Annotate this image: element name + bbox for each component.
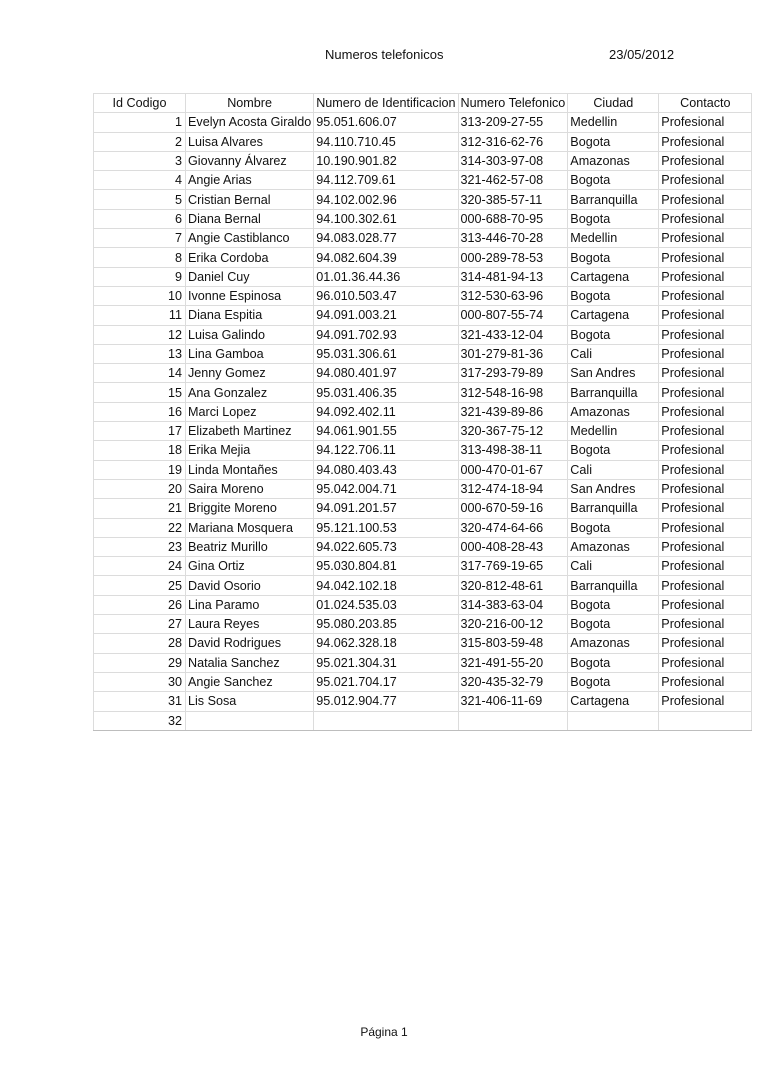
cell-ciudad: Cali (568, 344, 659, 363)
cell-contacto: Profesional (659, 692, 752, 711)
cell-id: 12 (94, 325, 186, 344)
cell-nombre: Laura Reyes (186, 615, 314, 634)
cell-nombre: Ana Gonzalez (186, 383, 314, 402)
header-contacto: Contacto (659, 94, 752, 113)
cell-ciudad: Medellin (568, 229, 659, 248)
table-row (94, 132, 752, 151)
table-row (94, 634, 752, 653)
cell-id: 26 (94, 595, 186, 614)
cell-ciudad: Barranquilla (568, 576, 659, 595)
cell-telefono: 320-385-57-11 (458, 190, 568, 209)
cell-ciudad: Bogota (568, 248, 659, 267)
header-numero-telefonico: Numero Telefonico (458, 94, 568, 113)
cell-telefono: 314-383-63-04 (458, 595, 568, 614)
cell-identificacion: 94.091.201.57 (314, 499, 458, 518)
cell-identificacion: 95.080.203.85 (314, 615, 458, 634)
cell-ciudad: Bogota (568, 171, 659, 190)
cell-ciudad (568, 711, 659, 730)
cell-id: 30 (94, 672, 186, 691)
cell-contacto: Profesional (659, 615, 752, 634)
cell-contacto: Profesional (659, 171, 752, 190)
cell-identificacion: 95.051.606.07 (314, 113, 458, 132)
cell-ciudad: Cartagena (568, 267, 659, 286)
table-row (94, 479, 752, 498)
cell-contacto: Profesional (659, 499, 752, 518)
table-row (94, 325, 752, 344)
cell-ciudad: Bogota (568, 672, 659, 691)
cell-identificacion: 95.030.804.81 (314, 557, 458, 576)
table-row (94, 190, 752, 209)
cell-nombre: Briggite Moreno (186, 499, 314, 518)
table-row (94, 518, 752, 537)
cell-nombre: Angie Sanchez (186, 672, 314, 691)
cell-identificacion: 94.042.102.18 (314, 576, 458, 595)
page-footer: Página 1 (360, 1025, 408, 1039)
cell-nombre: Saira Moreno (186, 479, 314, 498)
cell-contacto: Profesional (659, 132, 752, 151)
cell-telefono: 317-293-79-89 (458, 364, 568, 383)
cell-id: 13 (94, 344, 186, 363)
cell-telefono: 321-406-11-69 (458, 692, 568, 711)
cell-id: 18 (94, 441, 186, 460)
cell-ciudad: Barranquilla (568, 383, 659, 402)
cell-telefono: 321-462-57-08 (458, 171, 568, 190)
cell-ciudad: Cali (568, 557, 659, 576)
cell-contacto: Profesional (659, 267, 752, 286)
cell-contacto: Profesional (659, 460, 752, 479)
cell-telefono: 313-498-38-11 (458, 441, 568, 460)
cell-ciudad: Amazonas (568, 151, 659, 170)
cell-telefono: 313-446-70-28 (458, 229, 568, 248)
cell-nombre: Lina Paramo (186, 595, 314, 614)
cell-id: 7 (94, 229, 186, 248)
cell-telefono: 301-279-81-36 (458, 344, 568, 363)
cell-telefono: 000-688-70-95 (458, 209, 568, 228)
cell-nombre: Diana Bernal (186, 209, 314, 228)
cell-ciudad: Bogota (568, 615, 659, 634)
cell-contacto: Profesional (659, 325, 752, 344)
table-row (94, 364, 752, 383)
cell-identificacion: 94.061.901.55 (314, 422, 458, 441)
cell-telefono: 317-769-19-65 (458, 557, 568, 576)
cell-id: 8 (94, 248, 186, 267)
cell-identificacion: 10.190.901.82 (314, 151, 458, 170)
table-row (94, 113, 752, 132)
cell-id: 11 (94, 306, 186, 325)
cell-nombre: Erika Cordoba (186, 248, 314, 267)
table-row (94, 557, 752, 576)
cell-id: 5 (94, 190, 186, 209)
table-row (94, 383, 752, 402)
cell-telefono: 320-435-32-79 (458, 672, 568, 691)
table-row (94, 653, 752, 672)
cell-ciudad: Barranquilla (568, 499, 659, 518)
cell-ciudad: Bogota (568, 132, 659, 151)
cell-telefono: 321-491-55-20 (458, 653, 568, 672)
table-row (94, 306, 752, 325)
cell-nombre: Beatriz Murillo (186, 537, 314, 556)
cell-identificacion: 95.021.704.17 (314, 672, 458, 691)
cell-contacto: Profesional (659, 364, 752, 383)
cell-identificacion: 95.031.406.35 (314, 383, 458, 402)
cell-id: 20 (94, 479, 186, 498)
cell-ciudad: Bogota (568, 441, 659, 460)
header-nombre: Nombre (186, 94, 314, 113)
cell-contacto: Profesional (659, 634, 752, 653)
cell-contacto: Profesional (659, 518, 752, 537)
cell-telefono: 313-209-27-55 (458, 113, 568, 132)
cell-ciudad: Bogota (568, 209, 659, 228)
cell-id: 10 (94, 286, 186, 305)
cell-nombre: David Rodrigues (186, 634, 314, 653)
cell-nombre: Daniel Cuy (186, 267, 314, 286)
cell-ciudad: Bogota (568, 518, 659, 537)
cell-id: 2 (94, 132, 186, 151)
cell-ciudad: Bogota (568, 595, 659, 614)
cell-contacto: Profesional (659, 576, 752, 595)
cell-ciudad: San Andres (568, 479, 659, 498)
cell-telefono: 314-303-97-08 (458, 151, 568, 170)
cell-telefono: 315-803-59-48 (458, 634, 568, 653)
cell-telefono: 312-548-16-98 (458, 383, 568, 402)
cell-contacto: Profesional (659, 229, 752, 248)
cell-identificacion: 94.022.605.73 (314, 537, 458, 556)
cell-nombre: Linda Montañes (186, 460, 314, 479)
cell-ciudad: Cartagena (568, 692, 659, 711)
cell-nombre: Luisa Galindo (186, 325, 314, 344)
cell-contacto: Profesional (659, 441, 752, 460)
table-row (94, 286, 752, 305)
cell-nombre (186, 711, 314, 730)
cell-contacto: Profesional (659, 248, 752, 267)
cell-id: 14 (94, 364, 186, 383)
table-row (94, 499, 752, 518)
cell-id: 17 (94, 422, 186, 441)
table-row (94, 402, 752, 421)
cell-telefono: 321-433-12-04 (458, 325, 568, 344)
cell-telefono: 320-216-00-12 (458, 615, 568, 634)
cell-telefono: 000-807-55-74 (458, 306, 568, 325)
cell-identificacion: 95.042.004.71 (314, 479, 458, 498)
table-row (94, 711, 752, 730)
cell-identificacion: 95.012.904.77 (314, 692, 458, 711)
cell-ciudad: Cali (568, 460, 659, 479)
table-row (94, 615, 752, 634)
cell-identificacion: 94.102.002.96 (314, 190, 458, 209)
cell-nombre: Angie Castiblanco (186, 229, 314, 248)
cell-telefono: 000-289-78-53 (458, 248, 568, 267)
cell-id: 16 (94, 402, 186, 421)
cell-telefono (458, 711, 568, 730)
cell-identificacion: 01.01.36.44.36 (314, 267, 458, 286)
cell-nombre: Lina Gamboa (186, 344, 314, 363)
cell-id: 23 (94, 537, 186, 556)
cell-identificacion: 95.021.304.31 (314, 653, 458, 672)
table-row (94, 537, 752, 556)
cell-id: 4 (94, 171, 186, 190)
cell-identificacion: 94.112.709.61 (314, 171, 458, 190)
cell-identificacion: 94.082.604.39 (314, 248, 458, 267)
table-row (94, 576, 752, 595)
cell-nombre: Ivonne Espinosa (186, 286, 314, 305)
cell-id: 9 (94, 267, 186, 286)
cell-identificacion: 94.091.003.21 (314, 306, 458, 325)
table-row (94, 267, 752, 286)
header-numero-identificacion: Numero de Identificacion (314, 94, 458, 113)
cell-id: 21 (94, 499, 186, 518)
cell-identificacion: 94.062.328.18 (314, 634, 458, 653)
cell-identificacion: 95.031.306.61 (314, 344, 458, 363)
cell-telefono: 312-316-62-76 (458, 132, 568, 151)
cell-id: 31 (94, 692, 186, 711)
header-row (94, 94, 752, 113)
cell-ciudad: Amazonas (568, 634, 659, 653)
table-row (94, 422, 752, 441)
cell-ciudad: Bogota (568, 325, 659, 344)
cell-identificacion (314, 711, 458, 730)
table-row (94, 672, 752, 691)
cell-telefono: 314-481-94-13 (458, 267, 568, 286)
cell-id: 1 (94, 113, 186, 132)
cell-contacto: Profesional (659, 286, 752, 305)
cell-nombre: Elizabeth Martinez (186, 422, 314, 441)
cell-telefono: 312-474-18-94 (458, 479, 568, 498)
cell-contacto: Profesional (659, 402, 752, 421)
cell-contacto: Profesional (659, 672, 752, 691)
cell-ciudad: Medellin (568, 422, 659, 441)
header-id-codigo: Id Codigo (94, 94, 186, 113)
cell-id: 6 (94, 209, 186, 228)
cell-id: 3 (94, 151, 186, 170)
cell-identificacion: 94.091.702.93 (314, 325, 458, 344)
cell-contacto: Profesional (659, 344, 752, 363)
cell-ciudad: Cartagena (568, 306, 659, 325)
cell-identificacion: 94.083.028.77 (314, 229, 458, 248)
cell-contacto: Profesional (659, 209, 752, 228)
cell-nombre: Jenny Gomez (186, 364, 314, 383)
cell-id: 27 (94, 615, 186, 634)
cell-nombre: Giovanny Álvarez (186, 151, 314, 170)
cell-telefono: 000-408-28-43 (458, 537, 568, 556)
page-date: 23/05/2012 (609, 47, 675, 62)
cell-contacto: Profesional (659, 653, 752, 672)
cell-ciudad: Amazonas (568, 402, 659, 421)
cell-nombre: Evelyn Acosta Giraldo (186, 113, 314, 132)
cell-contacto: Profesional (659, 479, 752, 498)
cell-contacto: Profesional (659, 422, 752, 441)
table-row (94, 248, 752, 267)
cell-contacto (659, 711, 752, 730)
cell-nombre: Cristian Bernal (186, 190, 314, 209)
cell-nombre: Diana Espitia (186, 306, 314, 325)
cell-nombre: Mariana Mosquera (186, 518, 314, 537)
table-row (94, 441, 752, 460)
cell-identificacion: 01.024.535.03 (314, 595, 458, 614)
cell-identificacion: 94.080.401.97 (314, 364, 458, 383)
cell-identificacion: 94.080.403.43 (314, 460, 458, 479)
cell-id: 24 (94, 557, 186, 576)
cell-ciudad: San Andres (568, 364, 659, 383)
table-row (94, 344, 752, 363)
cell-telefono: 000-670-59-16 (458, 499, 568, 518)
cell-id: 28 (94, 634, 186, 653)
cell-nombre: Luisa Alvares (186, 132, 314, 151)
cell-identificacion: 94.122.706.11 (314, 441, 458, 460)
cell-nombre: Lis Sosa (186, 692, 314, 711)
cell-contacto: Profesional (659, 306, 752, 325)
cell-contacto: Profesional (659, 383, 752, 402)
cell-contacto: Profesional (659, 113, 752, 132)
table-row (94, 460, 752, 479)
cell-telefono: 000-470-01-67 (458, 460, 568, 479)
cell-ciudad: Barranquilla (568, 190, 659, 209)
cell-contacto: Profesional (659, 537, 752, 556)
header-ciudad: Ciudad (568, 94, 659, 113)
cell-nombre: Gina Ortiz (186, 557, 314, 576)
cell-identificacion: 94.100.302.61 (314, 209, 458, 228)
cell-nombre: Natalia Sanchez (186, 653, 314, 672)
table-row (94, 692, 752, 711)
cell-identificacion: 95.121.100.53 (314, 518, 458, 537)
cell-identificacion: 94.092.402.11 (314, 402, 458, 421)
cell-nombre: David Osorio (186, 576, 314, 595)
cell-telefono: 312-530-63-96 (458, 286, 568, 305)
page-title: Numeros telefonicos (325, 47, 444, 62)
cell-contacto: Profesional (659, 151, 752, 170)
cell-ciudad: Bogota (568, 653, 659, 672)
table-row (94, 151, 752, 170)
contacts-table (93, 93, 752, 731)
cell-id: 29 (94, 653, 186, 672)
cell-nombre: Angie Arias (186, 171, 314, 190)
cell-nombre: Erika Mejia (186, 441, 314, 460)
cell-id: 22 (94, 518, 186, 537)
table-row (94, 595, 752, 614)
cell-telefono: 321-439-89-86 (458, 402, 568, 421)
cell-ciudad: Amazonas (568, 537, 659, 556)
cell-telefono: 320-474-64-66 (458, 518, 568, 537)
cell-nombre: Marci Lopez (186, 402, 314, 421)
cell-telefono: 320-367-75-12 (458, 422, 568, 441)
table-row (94, 209, 752, 228)
cell-contacto: Profesional (659, 190, 752, 209)
cell-contacto: Profesional (659, 595, 752, 614)
cell-id: 15 (94, 383, 186, 402)
cell-telefono: 320-812-48-61 (458, 576, 568, 595)
cell-id: 19 (94, 460, 186, 479)
cell-id: 32 (94, 711, 186, 730)
cell-contacto: Profesional (659, 557, 752, 576)
cell-identificacion: 94.110.710.45 (314, 132, 458, 151)
cell-ciudad: Medellin (568, 113, 659, 132)
cell-id: 25 (94, 576, 186, 595)
cell-identificacion: 96.010.503.47 (314, 286, 458, 305)
table-row (94, 171, 752, 190)
cell-ciudad: Bogota (568, 286, 659, 305)
table-row (94, 229, 752, 248)
